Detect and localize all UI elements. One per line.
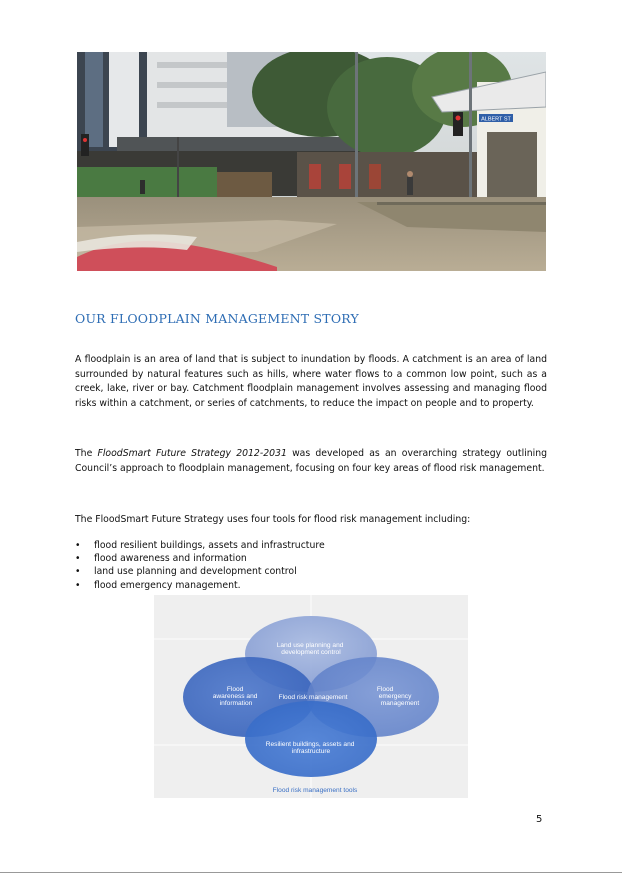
- tools-intro-paragraph: The FloodSmart Future Strategy uses four tools for flood risk management including:: [75, 514, 471, 525]
- diagram-caption: Flood risk management tools: [272, 787, 358, 794]
- strategy-title: FloodSmart Future Strategy 2012-2031: [97, 448, 287, 459]
- bottom-ellipse: [245, 701, 377, 777]
- bullet-icon: •: [75, 579, 81, 591]
- list-item: • flood resilient buildings, assets and infrastructure: [75, 540, 325, 551]
- list-item: • flood awareness and information: [75, 553, 247, 565]
- street-sign-text: ALBERT ST: [481, 116, 511, 123]
- page-title: OUR FLOODPLAIN MANAGEMENT STORY: [75, 311, 359, 326]
- page-divider: [0, 872, 622, 873]
- list-item: • flood emergency management.: [75, 579, 241, 591]
- bullet-icon: •: [75, 566, 81, 578]
- bullet-icon: •: [75, 553, 81, 565]
- left-label: Flood awareness and information: [212, 686, 258, 707]
- page-number: 5: [536, 814, 543, 825]
- tools-bullet-list: [75, 539, 325, 592]
- floodplain-definition-paragraph: A floodplain is an area of land that is subject to inundation by floods. A catchment is an area of land surrounded by natural features such as hills, where water flows to a common low point, such as a creek, lake, river or bay. Catchment floodplain management involves assessing and managing flood risks within a catchment, or series of catchments, to reduce the impact on people and to property.: [75, 354, 547, 410]
- bottom-label: Resilient buildings, assets and infrastructure: [265, 741, 355, 755]
- list-item: • land use planning and development control: [75, 566, 297, 578]
- flood-risk-tools-diagram: [154, 595, 468, 798]
- top-label: Land use planning and development control: [276, 642, 344, 656]
- strategy-text-before: The: [75, 448, 98, 459]
- bullet-icon: •: [75, 540, 81, 551]
- right-label: Flood emergency management: [376, 686, 420, 707]
- center-label: Flood risk management: [278, 694, 348, 701]
- flooded-street-photo: [77, 52, 546, 271]
- strategy-text-after: was developed as an overarching strategy outlining Council’s approach to floodplain management, focusing on four key areas of flood risk management.: [75, 448, 548, 474]
- strategy-paragraph: [75, 447, 547, 476]
